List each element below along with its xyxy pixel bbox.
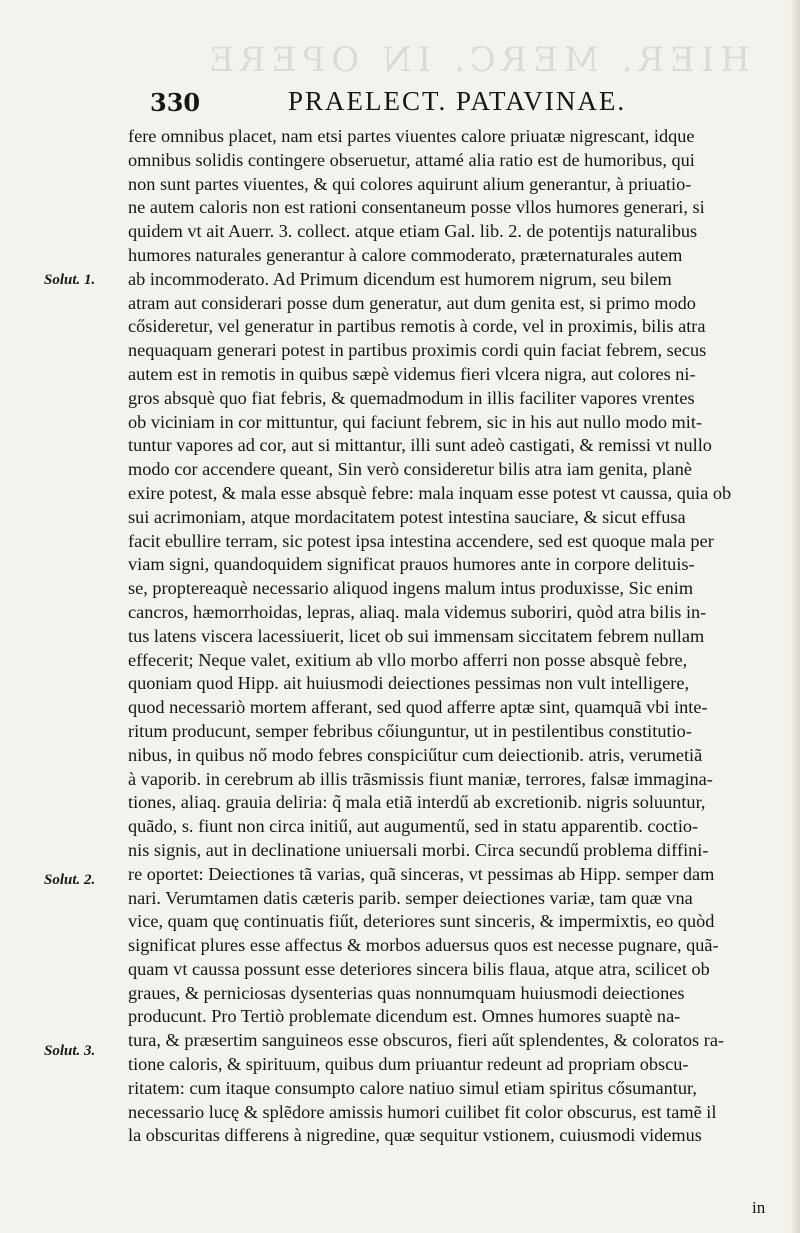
text-line: effecerit; Neque valet, exitium ab vllo morbo afferri non posse absquè febre, [128, 649, 688, 670]
text-line: nari. Verumtamen datis cæteris parib. semper deiectiones variæ, tam quæ vna [128, 887, 693, 908]
text-line: nis signis, aut in declinatione uniuersali morbi. Circa secundű problema diffini- [128, 839, 709, 860]
text-line: tura, & præsertim sanguineos esse obscuros, fieri aűt splendentes, & coloratos ra- [128, 1030, 725, 1051]
text-line: re oportet: Deiectiones tã varias, quã sinceras, vt pessimas ab Hipp. semper dam [128, 863, 715, 884]
text-line: tione caloris, & spirituum, quibus dum priuantur redeunt ad propriam obscu- [128, 1054, 689, 1075]
text-line: atram aut considerari posse dum generatur, aut dum genita est, si primo modo [128, 292, 696, 313]
text-line: significat plures esse affectus & morbos aduersus quos est necesse pugnare, quã- [128, 935, 719, 956]
text-line: nequaquam generari potest in partibus proximis cordi quin faciat febrem, secus [128, 340, 707, 361]
text-line: tus latens viscera lacessiuerit, licet ob sui immensam siccitatem febrem nullam [128, 625, 705, 646]
text-line: non sunt partes viuentes, & qui colores aquirunt alium generantur, à priuatio- [128, 173, 692, 194]
text-line: quidem vt ait Auerr. 3. collect. atque etiam Gal. lib. 2. de potentijs naturalibus [128, 221, 698, 242]
text-line: sui acrimoniam, atque mordacitatem potest intestina sauciare, & sicut effusa [128, 506, 686, 527]
text-line: cősideretur, vel generatur in partibus remotis à corde, vel in proximis, bilis atra [128, 316, 706, 337]
margin-note-solut-3: Solut. 3. [44, 1043, 96, 1059]
text-line: vice, quam quę continuatis fiűt, deteriores sunt sinceris, & impermixtis, eo quòd [128, 911, 715, 932]
text-line: quod necessariò mortem afferant, sed quod afferre aptæ sint, quamquã vbi inte- [128, 697, 708, 718]
page-number: 330 [150, 88, 201, 117]
text-line: fere omnibus placet, nam etsi partes viuentes calore priuatæ nigrescant, idque [128, 126, 695, 146]
text-line: necessario lucę & splẽdore amissis humori cuilibet fit color obscurus, est tamẽ il [128, 1101, 717, 1122]
text-line: quam vt caussa possunt esse deteriores sincera bilis flaua, atque atra, scilicet ob [128, 958, 710, 979]
text-line: quoniam quod Hipp. ait huiusmodi deiectiones pessimas non vult intelligere, [128, 673, 690, 694]
text-line: à vaporib. in cerebrum ab illis trãsmissis fiunt maniæ, terrores, falsæ immagina- [128, 768, 713, 789]
text-line: ritatem: cum itaque consumpto calore natiuo simul etiam spiritus cősumantur, [128, 1077, 697, 1098]
text-line: la obscuritas differens à nigredine, quæ sequitur vstionem, cuiusmodi videmus [128, 1125, 702, 1146]
text-line: graues, & perniciosas dysenterias quas nonnumquam huiusmodi deiectiones [128, 982, 685, 1003]
text-line: quãdo, s. fiunt non circa initiű, aut augumentű, sed in statu apparentib. coctio- [128, 816, 699, 837]
text-line: exire potest, & mala esse absquè febre: mala inquam esse potest vt caussa, quia ob [128, 482, 732, 503]
text-line: tuntur vapores ad cor, aut si mittantur, illi sunt adeò castigati, & remissi vt nullo [128, 435, 712, 456]
text-line: autem est in remotis in quibus sæpè videmus fieri vlcera nigra, aut colores ni- [128, 363, 696, 384]
text-line: nibus, in quibus nő modo febres conspiciűtur cum deiectionib. atris, verumetiã [128, 744, 703, 765]
page-header [150, 88, 790, 122]
running-head: PRAELECT. PATAVINAE. [288, 86, 627, 116]
text-line: cancros, hæmorrhoidas, lepras, aliaq. mala videmus suboriri, quòd atra bilis in- [128, 601, 707, 622]
text-line: facit ebullire terram, sic potest ipsa intestina accendere, sed est quoque mala per [128, 530, 714, 551]
text-line: tiones, aliaq. grauia deliria: q̃ mala etiã interdű ab excretionib. nigris soluuntur, [128, 792, 706, 813]
text-line: ritum producunt, semper febribus cőiunguntur, ut in pestilentibus constitutio- [128, 720, 692, 741]
margin-note-solut-1: Solut. 1. [44, 272, 96, 288]
text-line: ne autem caloris non est rationi consentaneum posse vllos humores generari, si [128, 197, 705, 218]
text-line: viam signi, quandoquidem significat prauos humores ante in corpore delituis- [128, 554, 695, 575]
text-line: gros absquè quo fiat febris, & quemadmodum in illis faciliter vapores vrentes [128, 387, 695, 408]
margin-note-solut-2: Solut. 2. [44, 872, 96, 888]
show-through-text: HIER. MERC. IN OPERE [203, 40, 750, 80]
page-gutter-shadow [790, 0, 800, 1233]
catchword: in [752, 1198, 766, 1217]
text-line: omnibus solidis contingere obseruetur, attamé alia ratio est de humoribus, qui [128, 149, 695, 170]
text-line: producunt. Pro Tertiò problemate dicendum est. Omnes humores suaptè na- [128, 1006, 681, 1027]
text-line: humores naturales generantur à calore commoderato, præternaturales autem [128, 244, 683, 265]
text-line: se, proptereaquè necessario aliquod ingens malum intus produxisse, Sic enim [128, 578, 694, 599]
text-line: ab incommoderato. Ad Primum dicendum est humorem nigrum, seu bilem [128, 268, 672, 289]
body-text [128, 125, 788, 1148]
text-line: ob viciniam in cor mittuntur, qui faciunt febrem, sic in his aut nullo modo mit- [128, 411, 703, 432]
text-line: modo cor accendere queant, Sin verò consideretur bilis atra iam genita, planè [128, 459, 692, 480]
